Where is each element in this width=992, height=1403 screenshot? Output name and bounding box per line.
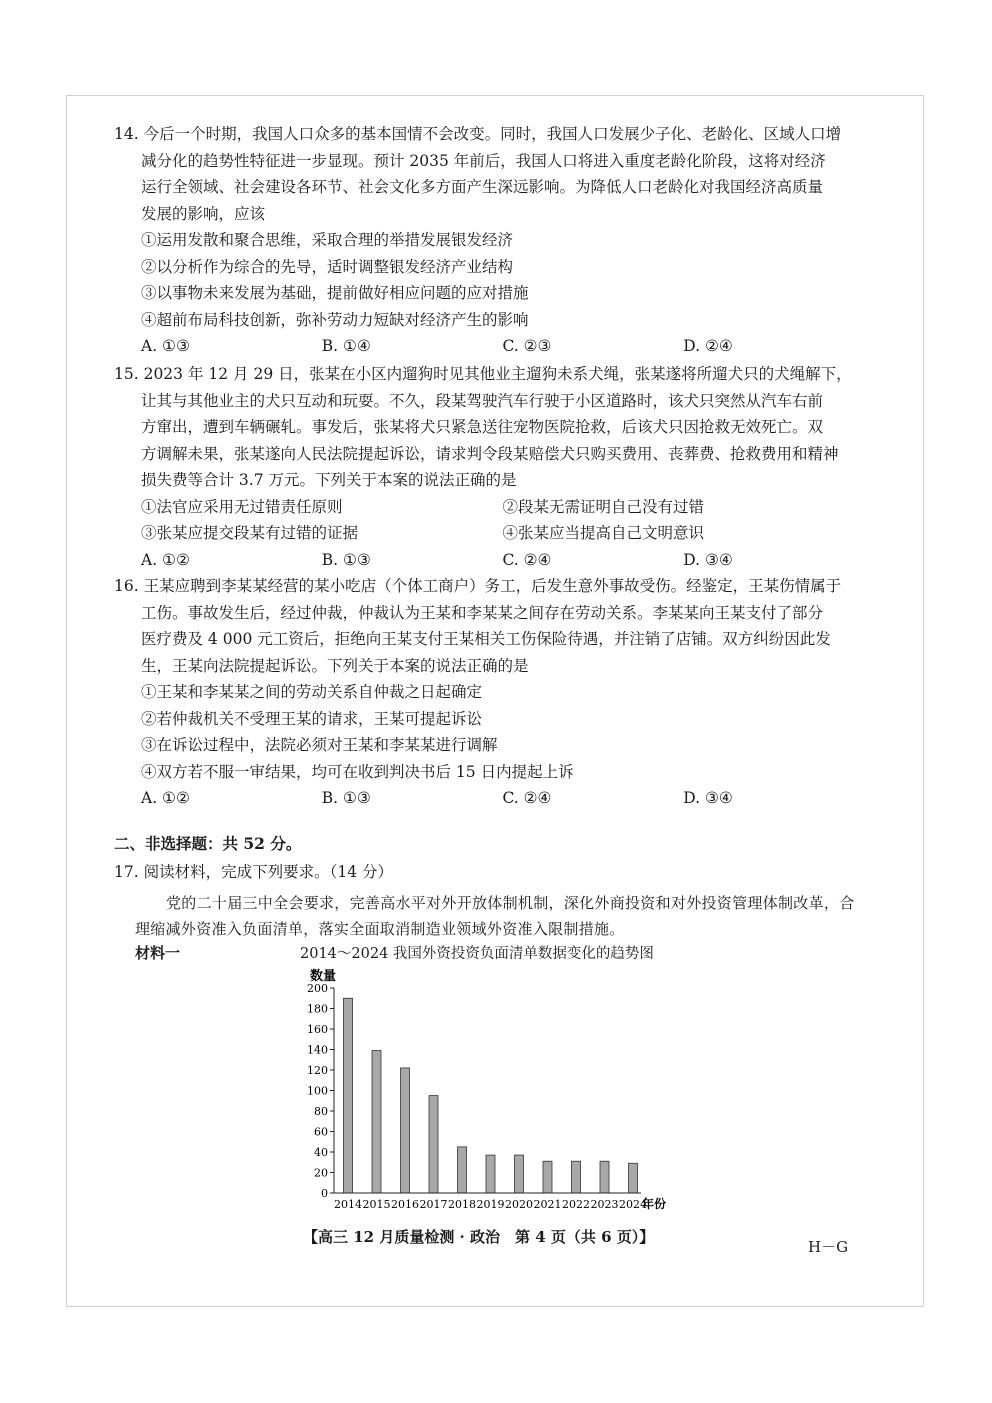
choice-b[interactable]: B. ①④ <box>321 337 371 355</box>
bar-2024 <box>629 1163 638 1193</box>
choice-a[interactable]: A. ①② <box>141 550 190 569</box>
section-heading: 二、非选择题：共 52 分。 <box>114 834 302 853</box>
q14-choices <box>114 333 864 360</box>
bar-2014 <box>344 998 353 1193</box>
q16-line: 生，王某向法院提起诉讼。下列关于本案的说法正确的是 <box>141 656 529 675</box>
choice-a[interactable]: A. ①③ <box>141 337 190 355</box>
chart-title: 2014～2024 我国外资投资负面清单数据变化的趋势图 <box>300 946 654 962</box>
q16-stem: 16. 王某应聘到李某某经营的某小吃店（个体工商户）务工，后发生意外事故受伤。经鉴定，王某伤情属于 <box>114 577 842 595</box>
x-tick-label: 2020 <box>505 1198 533 1211</box>
bar-2017 <box>429 1096 438 1193</box>
choice-c[interactable]: C. ②④ <box>502 789 552 807</box>
paper-code: H－G <box>808 1238 849 1256</box>
x-axis-label: 年份 <box>642 1197 667 1211</box>
y-tick-label: 180 <box>307 1002 328 1016</box>
x-tick-label: 2018 <box>448 1198 476 1211</box>
q16-line: 工伤。事故发生后，经过仲裁，仲裁认为王某和李某某之间存在劳动关系。李某某向王某支付了部分 <box>141 603 824 622</box>
y-tick-label: 0 <box>321 1187 328 1200</box>
q14-line: 发展的影响，应该 <box>141 204 266 223</box>
choice-b[interactable]: B. ①③ <box>321 550 371 569</box>
question-14 <box>114 121 864 360</box>
bars <box>344 998 638 1193</box>
bar-2015 <box>372 1051 381 1193</box>
q14-option: ①运用发散和聚合思维，采取合理的举措发展银发经济 <box>141 231 514 249</box>
q16-option: ②若仲裁机关不受理王某的请求，王某可提起诉讼 <box>141 709 483 728</box>
x-tick-label: 2022 <box>562 1198 590 1211</box>
y-tick-label: 40 <box>314 1146 328 1159</box>
q17-stem: 17. 阅读材料，完成下列要求。（14 分） <box>114 863 393 881</box>
q15-option: ①法官应采用无过错责任原则 <box>141 497 343 516</box>
q14-line: 运行全领域、社会建设各环节、社会文化多方面产生深远影响。为降低人口老龄化对我国经济高质量 <box>141 178 824 196</box>
q16-option: ①王某和李某某之间的劳动关系自仲裁之日起确定 <box>141 683 483 701</box>
bar-2018 <box>458 1147 467 1193</box>
choice-b[interactable]: B. ①③ <box>321 789 371 807</box>
y-tick-label: 120 <box>307 1064 328 1077</box>
q15-line: 方调解未果，张某遂向人民法院提起诉讼，请求判令段某赔偿犬只购买费用、丧葬费、抢救费用和精神 <box>141 444 839 463</box>
x-tick-label: 2019 <box>476 1198 505 1211</box>
q16-line: 医疗费及 4 000 元工资后，拒绝向王某支付王某相关工伤保险待遇，并注销了店铺。双方纠纷因此发 <box>141 630 831 648</box>
y-tick-label: 100 <box>307 1084 328 1098</box>
q15-options-row <box>114 520 864 547</box>
q14-option: ④超前布局科技创新，弥补劳动力短缺对经济产生的影响 <box>141 310 529 329</box>
x-tick-label: 2014 <box>334 1198 362 1211</box>
question-15 <box>114 361 864 573</box>
bar-2016 <box>401 1068 410 1193</box>
q15-line: 方窜出，遭到车辆碾轧。事发后，张某将犬只紧急送往宠物医院抢救，后该犬只因抢救无效死亡。双 <box>141 418 824 436</box>
y-ticks <box>307 982 334 1200</box>
x-tick-label: 2017 <box>419 1198 448 1211</box>
y-tick-label: 200 <box>307 982 328 995</box>
q15-option: ④张某应当提高自己文明意识 <box>502 524 705 542</box>
q14-option: ③以事物未来发展为基础，提前做好相应问题的应对措施 <box>141 284 529 302</box>
bar-2021 <box>543 1161 552 1193</box>
choice-d[interactable]: D. ③④ <box>683 550 733 569</box>
q16-option: ③在诉讼过程中，法院必须对王某和李某某进行调解 <box>141 736 498 754</box>
y-tick-label: 80 <box>314 1105 328 1118</box>
choice-d[interactable]: D. ③④ <box>683 789 733 807</box>
q15-option: ②段某无需证明自己没有过错 <box>502 497 705 516</box>
q15-stem: 15. 2023 年 12 月 29 日，张某在小区内遛狗时见其他业主遛狗未系犬绳，张某遂将所遛犬只的犬绳解下， <box>114 365 852 383</box>
x-tick-label: 2021 <box>533 1198 562 1211</box>
x-tick-label: 2023 <box>590 1198 619 1211</box>
material-label: 材料一 <box>135 944 181 962</box>
bar-2022 <box>572 1161 581 1193</box>
material-text: 党的二十届三中全会要求，完善高水平对外开放体制机制，深化外商投资和对外投资管理体制改革，合理缩减外资准入负面清单，落实全面取消制造业领域外资准入限制措施。 <box>135 894 855 938</box>
choice-c[interactable]: C. ②④ <box>502 550 552 569</box>
q15-option: ③张某应提交段某有过错的证据 <box>141 524 359 542</box>
choice-d[interactable]: D. ②④ <box>683 337 733 355</box>
y-tick-label: 140 <box>307 1043 328 1057</box>
question-16 <box>114 573 864 812</box>
x-ticks <box>334 1198 647 1211</box>
q16-option: ④双方若不服一审结果，均可在收到判决书后 15 日内提起上诉 <box>141 762 574 781</box>
page-footer: 【高三 12 月质量检测 · 政治 第 4 页（共 6 页）】 <box>303 1228 655 1246</box>
y-axis-label: 数量 <box>310 969 337 984</box>
q15-line: 损失费等合计 3.7 万元。下列关于本案的说法正确的是 <box>141 471 517 489</box>
y-tick-label: 60 <box>314 1125 328 1139</box>
x-tick-label: 2016 <box>391 1198 419 1211</box>
q15-options-row <box>114 494 864 521</box>
bar-chart <box>296 962 696 1214</box>
y-tick-label: 20 <box>314 1166 328 1180</box>
choice-c[interactable]: C. ②③ <box>502 337 552 355</box>
q15-line: 让其与其他业主的犬只互动和玩耍。不久，段某驾驶汽车行驶于小区道路时，该犬只突然从汽车右前 <box>141 391 824 410</box>
bar-2019 <box>486 1155 495 1193</box>
q15-choices <box>114 547 864 574</box>
choice-a[interactable]: A. ①② <box>141 789 190 807</box>
bar-2020 <box>515 1155 524 1193</box>
q14-option: ②以分析作为综合的先导，适时调整银发经济产业结构 <box>141 257 514 276</box>
q16-choices <box>114 785 864 812</box>
q14-stem: 14. 今后一个时期，我国人口众多的基本国情不会改变。同时，我国人口发展少子化、老龄化、区域人口增 <box>114 125 842 143</box>
q14-line: 减分化的趋势性特征进一步显现。预计 2035 年前后，我国人口将进入重度老龄化阶段，这将对经济 <box>141 151 826 170</box>
bar-2023 <box>600 1161 609 1193</box>
x-tick-label: 2024 <box>619 1198 647 1211</box>
x-tick-label: 2015 <box>362 1198 391 1211</box>
y-tick-label: 160 <box>307 1023 328 1036</box>
